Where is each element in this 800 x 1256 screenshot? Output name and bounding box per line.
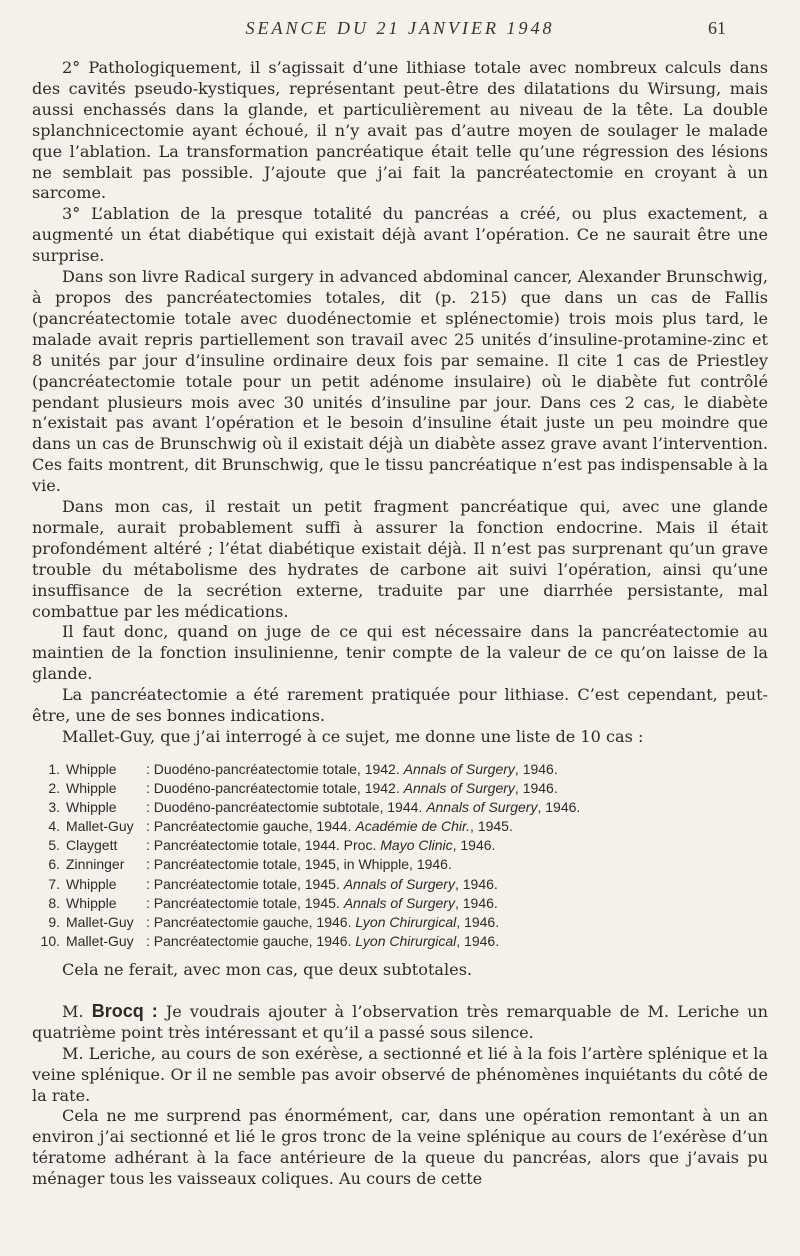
speaker-name: Brocq : xyxy=(91,1000,158,1021)
paragraph: Dans mon cas, il restait un petit fragment pancréatique qui, avec une glande normale, aurait probablement suffi à assurer la fonction endocrine. Mais il était profondément altéré ; l’état diabétique existait déjà. Il n’est pas surprenant qu’un grave trouble du métabolisme des hydrates de carbone ait suivi l’opération, ainsi qu’une insuffisance de la secrétion externe, traduite par une diarrhée persistante, mal combattue par les médications. xyxy=(32,497,768,621)
paragraph: Il faut donc, quand on juge de ce qui est nécessaire dans la pancréatectomie au maintien de la fonction insulinienne, tenir compte de la valeur de ce qu’on laisse de la glande. xyxy=(32,622,768,684)
case-number: 8. xyxy=(48,894,60,911)
case-number: 9. xyxy=(48,913,60,930)
case-year: 1946. xyxy=(545,799,581,816)
case-year: 1945. xyxy=(477,818,513,835)
case-list xyxy=(34,760,734,951)
case-journal: Annals of Surgery xyxy=(426,799,538,816)
paragraph: M. Leriche, au cours de son exérèse, a sectionné et lié à la fois l’artère splénique et la veine splénique. Or il ne semble pas avoir observé de phénomènes inquiétants du côté de la rate. xyxy=(32,1043,768,1105)
case-item: 10. Mallet-Guy : Pancréatectomie gauche, 1946. Lyon Chirurgical, 1946. xyxy=(34,932,734,951)
paragraph: Cela ne me surprend pas énormément, car, dans une opération remontant à un an environ j’ai sectionné et lié le gros tronc de la veine splénique au cours de l’exérèse d’un tératome adhérant à la face antérieure de la queue du pancréas, alors que j’avais pu ménager tous les vaisseaux coliques. Au cours de cette xyxy=(32,1106,768,1189)
case-journal: Annals of Surgery xyxy=(403,761,515,777)
main-text xyxy=(32,58,768,748)
case-item: 6. Zinninger : Pancréatectomie totale, 1945, in Whipple, 1946. xyxy=(34,855,734,874)
case-description: Pancréatectomie totale, 1945. xyxy=(153,875,340,892)
case-number: 2. xyxy=(48,780,60,797)
case-number: 4. xyxy=(48,818,60,835)
header-title: SEANCE DU 21 JANVIER 1948 xyxy=(245,18,555,38)
case-item: 7. Whipple : Pancréatectomie totale, 1945. Annals of Surgery, 1946. xyxy=(34,875,734,894)
case-item: 4. Mallet-Guy : Pancréatectomie gauche, 1944. Académie de Chir., 1945. xyxy=(34,817,734,836)
case-year: 1946. xyxy=(462,875,498,892)
case-author: Mallet-Guy xyxy=(66,913,134,930)
case-number: 1. xyxy=(48,761,60,777)
case-year: 1946. xyxy=(416,856,452,873)
case-description: Duodéno-pancréatectomie totale, 1942. xyxy=(153,761,400,777)
case-description: Pancréatectomie gauche, 1946. xyxy=(153,913,352,930)
case-number: 10. xyxy=(40,932,60,949)
paragraph: Dans son livre Radical surgery in advanced abdominal cancer, Alexander Brunschwig, à propos des pancréatectomies totales, dit (p. 215) que dans un cas de Fallis (pancréatectomie totale avec duodénectomie et splénectomie) trois mois plus tard, le malade avait repris partiellement son travail avec 25 unités d’insuline-protamine-zinc et 8 unités par jour d’insuline ordinaire deux fois par semaine. Il cite 1 cas de Priestley (pancréatectomie totale pour un petit adénome insulaire) où le diabète fut contrôlé pendant plusieurs mois avec 30 unités d’insuline par jour. Dans ces 2 cas, le diabète n’existait pas avant l’opération et le besoin d’insuline était juste un peu moindre que dans un cas de Brunschwig où il existait déjà un diabète assez grave avant l’intervention. Ces faits montrent, dit Brunschwig, que le tissu pancréatique n’est pas indispensable à la vie. xyxy=(32,267,768,496)
case-item: 5. Claygett : Pancréatectomie totale, 1944. Proc. Mayo Clinic, 1946. xyxy=(34,836,734,855)
case-item: 3. Whipple : Duodéno-pancréatectomie subtotale, 1944. Annals of Surgery, 1946. xyxy=(34,798,734,817)
case-description: Pancréatectomie gauche, 1946. xyxy=(153,932,352,949)
case-author: Claygett xyxy=(66,837,118,854)
case-journal: Annals of Surgery xyxy=(343,894,455,911)
spacer xyxy=(32,981,768,1001)
case-description: Pancréatectomie totale, 1944. Proc. xyxy=(153,837,377,854)
case-description: Duodéno-pancréatectomie subtotale, 1944. xyxy=(153,799,423,816)
case-journal: Académie de Chir. xyxy=(355,818,471,835)
case-author: Whipple xyxy=(66,780,117,797)
paragraph: Mallet-Guy, que j’ai interrogé à ce sujet, me donne une liste de 10 cas : xyxy=(62,727,644,746)
case-description: Duodéno-pancréatectomie totale, 1942. xyxy=(153,780,400,797)
case-number: 6. xyxy=(48,856,60,873)
case-author: Whipple xyxy=(66,894,117,911)
case-item: 9. Mallet-Guy : Pancréatectomie gauche, 1946. Lyon Chirurgical, 1946. xyxy=(34,913,734,932)
speaker-paragraph xyxy=(32,1001,768,1044)
case-author: Whipple xyxy=(66,799,117,816)
case-description: Pancréatectomie totale, 1945. xyxy=(153,894,340,911)
case-item: 2. Whipple : Duodéno-pancréatectomie totale, 1942. Annals of Surgery, 1946. xyxy=(34,779,734,798)
case-year: 1946. xyxy=(522,780,558,797)
paragraph: 3° L’ablation de la presque totalité du pancréas a créé, ou plus exactement, a augmenté un état diabétique qui existait déjà avant l’opération. Ce ne saurait être une surprise. xyxy=(32,204,768,266)
case-author: Whipple xyxy=(66,761,117,777)
case-journal: Lyon Chirurgical xyxy=(355,913,457,930)
page-number: 61 xyxy=(708,18,726,38)
case-year: 1946. xyxy=(464,913,500,930)
case-item: 8. Whipple : Pancréatectomie totale, 1945. Annals of Surgery, 1946. xyxy=(34,894,734,913)
case-year: 1946. xyxy=(460,837,496,854)
case-description: Pancréatectomie gauche, 1944. xyxy=(153,818,352,835)
case-number: 5. xyxy=(48,837,60,854)
case-journal: Annals of Surgery xyxy=(403,780,515,797)
running-header xyxy=(0,18,800,44)
case-number: 7. xyxy=(48,875,60,892)
case-year: 1946. xyxy=(522,761,558,777)
case-author: Mallet-Guy xyxy=(66,818,134,835)
paragraph: Cela ne ferait, avec mon cas, que deux subtotales. xyxy=(62,960,473,979)
speaker-prefix: M. xyxy=(62,1001,84,1021)
case-author: Whipple xyxy=(66,875,117,892)
discussion-text xyxy=(32,960,768,1190)
case-journal: Lyon Chirurgical xyxy=(355,932,457,949)
case-journal: Mayo Clinic xyxy=(380,837,453,854)
paragraph: La pancréatectomie a été rarement pratiquée pour lithiase. C’est cependant, peut-être, une de ses bonnes indications. xyxy=(32,685,768,726)
case-author: Zinninger xyxy=(66,856,125,873)
speaker-text: Je voudrais ajouter à l’observation très remarquable de M. Leriche un quatrième point très intéressant et qu’il a passé sous silence. xyxy=(32,1001,768,1042)
case-description: Pancréatectomie totale, 1945, in Whipple, xyxy=(153,856,413,873)
case-year: 1946. xyxy=(462,894,498,911)
case-item: 1. Whipple : Duodéno-pancréatectomie totale, 1942. Annals of Surgery, 1946. xyxy=(34,760,734,779)
paragraph: 2° Pathologiquement, il s’agissait d’une lithiase totale avec nombreux calculs dans des cavités pseudo-kystiques, représentant peut-être des dilatations du Wirsung, mais aussi enchassés dans la glande, et particulièrement au niveau de la tête. La double splanchnicectomie ayant échoué, il n’y avait pas d’autre moyen de soulager le malade que l’ablation. La transformation pancréatique était telle qu’une régression des lésions ne semblait pas possible. J’ajoute que j’ai fait la pancréatectomie en croyant à un sarcome. xyxy=(32,58,768,203)
case-journal: Annals of Surgery xyxy=(343,875,455,892)
case-author: Mallet-Guy xyxy=(66,932,134,949)
case-year: 1946. xyxy=(464,932,500,949)
case-number: 3. xyxy=(48,799,60,816)
